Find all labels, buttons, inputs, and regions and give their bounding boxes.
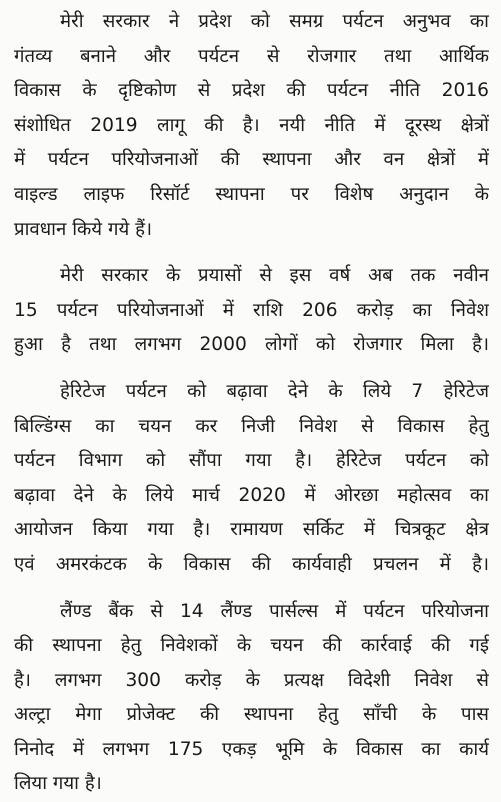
text-line: गंतव्य बनाने और पर्यटन से रोजगार तथा आर्थिक: [14, 40, 489, 75]
text-line: बढ़ावा देने के लिये मार्च 2020 में ओरछा महोत्सव का: [14, 479, 489, 514]
text-line: आयोजन किया गया है। रामायण सर्किट में चित्रकूट क्षेत्र: [14, 513, 489, 548]
text-line: है। लगभग 300 करोड़ के प्रत्यक्ष विदेशी निवेश से: [14, 664, 489, 699]
text-line: बिल्डिंग्स का चयन कर निजी निवेश से विकास हेतु: [14, 410, 489, 445]
paragraph-land-bank: [14, 595, 489, 802]
text-line: वाइल्ड लाइफ रिसॉर्ट स्थापना पर विशेष अनुदान के: [14, 178, 489, 213]
text-line: की स्थापना हेतु निवेशकों के चयन की कार्रवाई की गई: [14, 629, 489, 664]
text-line: लैंण्ड बैंक से 14 लैंण्ड पार्सल्स में पर्यटन परियोजना: [14, 595, 489, 630]
text-line: लिया गया है।: [14, 767, 489, 802]
text-line: संशोधित 2019 लागू की है। नयी नीति में दूरस्थ क्षेत्रों: [14, 109, 489, 144]
text-line: हुआ है तथा लगभग 2000 लोगों को रोजगार मिला है।: [14, 328, 489, 363]
text-line: 15 पर्यटन परियोजनाओं में राशि 206 करोड़ का निवेश: [14, 294, 489, 329]
paragraph-tourism-projects: [14, 259, 489, 363]
text-line: एवं अमरकंटक के विकास की कार्यवाही प्रचलन में है।: [14, 548, 489, 583]
text-line: अल्ट्रा मेगा प्रोजेक्ट की स्थापना हेतु साँची के पास: [14, 698, 489, 733]
text-line: प्रावधान किये गये हैं।: [14, 213, 489, 248]
paragraph-heritage-tourism: [14, 375, 489, 583]
text-line: मेरी सरकार ने प्रदेश को समग्र पर्यटन अनुभव का: [14, 5, 489, 40]
paragraph-tourism-policy: [14, 5, 489, 247]
text-line: पर्यटन विभाग को सौंपा गया है। हेरिटेज पर्यटन को: [14, 444, 489, 479]
text-line: विकास के दृष्टिकोण से प्रदेश की पर्यटन नीति 2016: [14, 74, 489, 109]
text-line: मेरी सरकार के प्रयासों से इस वर्ष अब तक नवीन: [14, 259, 489, 294]
text-line: में पर्यटन परियोजनाओं की स्थापना और वन क्षेत्रों में: [14, 143, 489, 178]
text-line: निनोद में लगभग 175 एकड़ भूमि के विकास का कार्य: [14, 733, 489, 768]
text-line: हेरिटेज पर्यटन को बढ़ावा देने के लिये 7 हेरिटेज: [14, 375, 489, 410]
